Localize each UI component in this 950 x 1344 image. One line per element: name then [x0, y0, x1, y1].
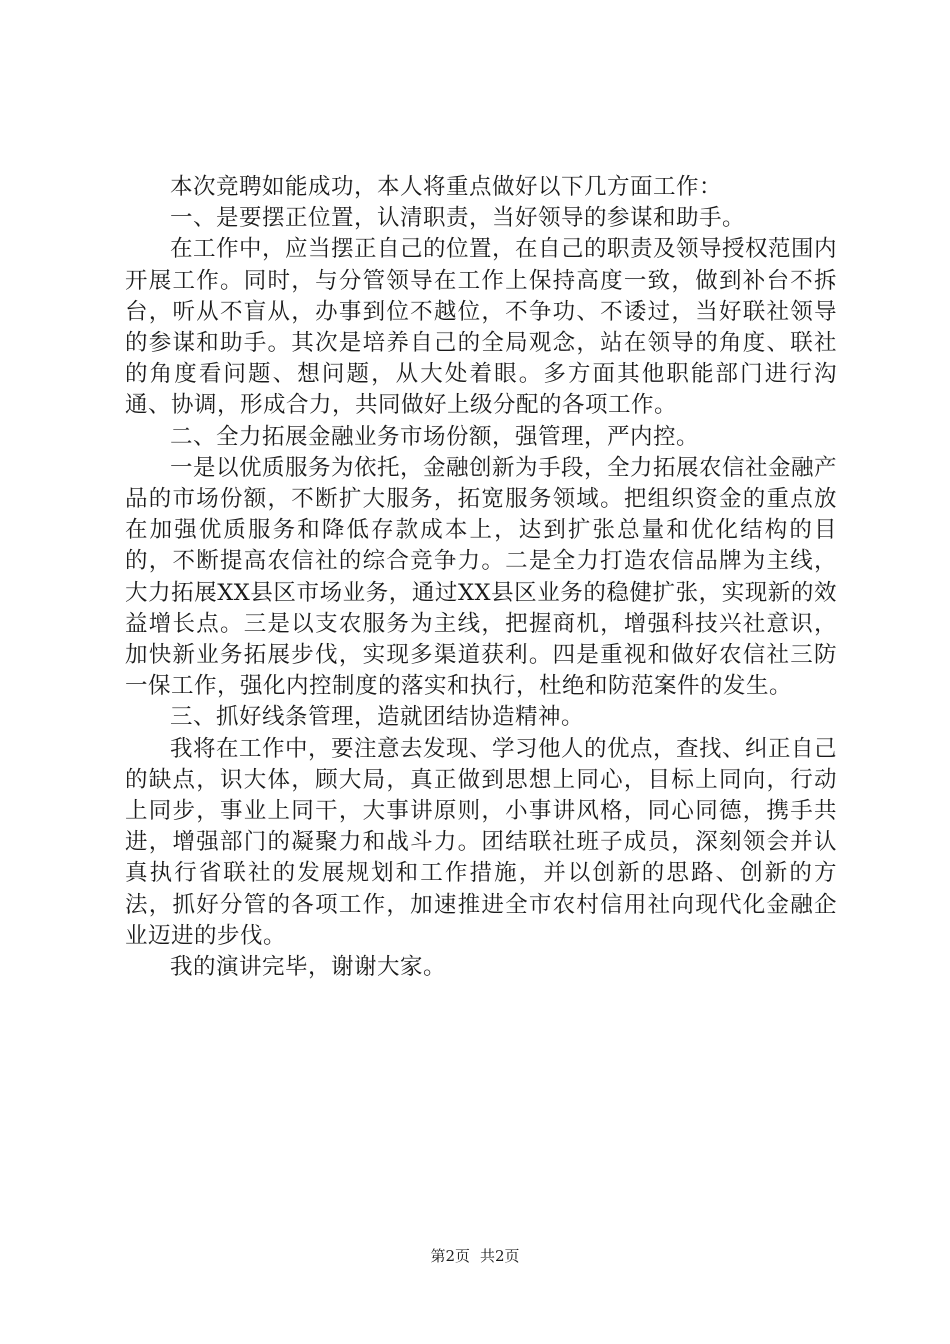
paragraph-intro: 本次竞聘如能成功，本人将重点做好以下几方面工作：: [170, 174, 723, 200]
paragraph-closing: 我的演讲完毕，谢谢大家。: [170, 954, 447, 981]
page-footer: [0, 1246, 950, 1266]
document-body: [125, 172, 837, 983]
paragraph-point-one: 在工作中，应当摆正自己的位置，在自己的职责及领导授权范围内开展工作。同时，与分管领导在工作上保持高度一致，做到补台不拆台，听从不盲从，办事到位不越位，不争功、不诿过，当好联社领导的参谋和助手。其次是培养自己的全局观念，站在领导的角度、联社的角度看问题、想问题，从大处着眼。多方面其他职能部门进行沟通、协调，形成合力，共同做好上级分配的各项工作。: [125, 236, 838, 419]
paragraph-point-three: 我将在工作中，要注意去发现、学习他人的优点，查找、纠正自己的缺点，识大体，顾大局，真正做到思想上同心，目标上同向，行动上同步，事业上同干，大事讲原则，小事讲风格，同心同德，携手共进，增强部门的凝聚力和战斗力。团结联社班子成员，深刻领会并认真执行省联社的发展规划和工作措施，并以创新的思路、创新的方法，抓好分管的各项工作，加速推进全市农村信用社向现代化金融企业迈进的步伐。: [125, 735, 838, 949]
heading-point-two: 二、全力拓展金融业务市场份额，强管理，严内控。: [170, 423, 700, 450]
page-number-total: 共2页: [480, 1247, 520, 1265]
heading-point-three: 三、抓好线条管理，造就团结协造精神。: [170, 704, 585, 731]
page-number-current: 第2页: [430, 1247, 470, 1265]
heading-point-one: 一、是要摆正位置，认清职责，当好领导的参谋和助手。: [170, 205, 746, 232]
paragraph-point-two: 一是以优质服务为依托，金融创新为手段，全力拓展农信社金融产品的市场份额，不断扩大服务，拓宽服务领域。把组织资金的重点放在加强优质服务和降低存款成本上，达到扩张总量和优化结构的目的，不断提高农信社的综合竞争力。二是全力打造农信品牌为主线，大力拓展XX县区市场业务，通过XX县区业务的稳健扩张，实现新的效益增长点。三是以支农服务为主线，把握商机，增强科技兴社意识，加快新业务拓展步伐，实现多渠道获利。四是重视和做好农信社三防一保工作，强化内控制度的落实和执行，杜绝和防范案件的发生。: [125, 454, 838, 700]
